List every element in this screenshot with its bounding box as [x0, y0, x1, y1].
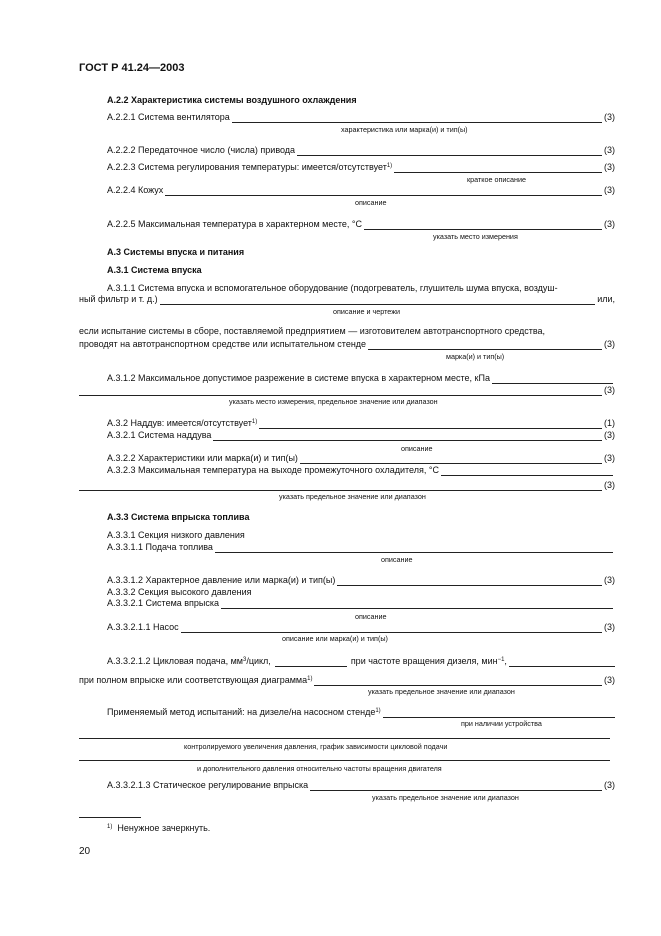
field-suffix: или, [597, 294, 615, 304]
section-title-a3: А.3 Системы впуска и питания [107, 247, 245, 257]
field-a32 [107, 418, 615, 429]
field-a33211 [107, 622, 615, 633]
note-ref: (3) [604, 780, 615, 790]
fill-line [221, 600, 613, 609]
fill-line [160, 296, 596, 305]
note-ref: (1) [604, 418, 615, 428]
fill-line [492, 375, 613, 384]
note-ref: (3) [604, 622, 615, 632]
section-title-a33: А.3.3 Система впрыска топлива [107, 512, 250, 522]
field-a321 [107, 430, 615, 441]
caption: описание и чертежи [333, 307, 401, 316]
section-title-a31: А.3.1 Система впуска [107, 265, 202, 275]
caption: при наличии устройства [461, 719, 542, 728]
field-label: А.3.2.2 Характеристики или марка(и) и тип(ы) [107, 453, 298, 463]
note-ref: (3) [604, 675, 615, 685]
field-label: А.3.2 Наддув: имеется/отсутствует$^{1)}$ [107, 418, 258, 428]
note-ref: (3) [604, 145, 615, 155]
fill-line [441, 467, 613, 476]
caption: описание или марка(и) и тип(ы) [282, 634, 388, 643]
fill-line [314, 677, 602, 686]
caption: указать место измерения, предельное значение или диапазон [229, 397, 438, 406]
caption: описание [381, 555, 413, 564]
fill-line [79, 752, 610, 761]
paragraph-line: если испытание системы в сборе, поставляемой предприятием — изготовителем автотранспортного средства, [79, 326, 546, 336]
field-label: А.3.3.2.1 Система впрыска [107, 598, 220, 608]
field-label: ный фильтр и т. д.) [79, 294, 158, 304]
section-title-a22: А.2.2 Характеристика системы воздушного охлаждения [107, 95, 357, 105]
caption: и дополнительного давления относительно частоты вращения двигателя [197, 764, 442, 773]
fill-line [509, 658, 615, 667]
footnote-separator [79, 817, 141, 818]
field-a2225 [107, 219, 615, 230]
field-a2223 [107, 162, 615, 173]
fill-line [181, 624, 602, 633]
note-ref: (3) [604, 430, 615, 440]
fill-line [394, 164, 602, 173]
field-label: А.3.3.2.1.1 Насос [107, 622, 179, 632]
fill-line [310, 782, 602, 791]
footnote-mark: 1) [107, 824, 113, 830]
field-test-method-cont2 [79, 752, 610, 761]
field-a2224 [107, 185, 615, 196]
fill-line [259, 420, 602, 429]
fill-line [79, 482, 602, 491]
field-a3311 [79, 294, 615, 305]
field-label: А.3.3.1.2 Характерное давление или марка(и) и тип(ы) [107, 575, 336, 585]
note-ref: (3) [604, 162, 615, 172]
field-label: А.3.2.3 Максимальная температура на выходе промежуточного охладителя, °С [107, 465, 439, 475]
caption: марка(и) и тип(ы) [446, 352, 505, 361]
field-label: Применяемый метод испытаний: на дизеле/на насосном стенде$^{1)}$ [107, 707, 381, 717]
fill-line [368, 341, 602, 350]
fill-line [364, 221, 602, 230]
note-ref: (3) [604, 453, 615, 463]
field-a3321 [107, 598, 615, 609]
paragraph-line: А.3.1.1 Система впуска и вспомогательное оборудование (подогреватель, глушитель шума впуска, воздуш- [107, 283, 558, 293]
field-label: при частоте вращения дизеля, мин$^{-1}$, [350, 656, 507, 666]
note-ref: (3) [604, 219, 615, 229]
field-a322 [107, 453, 615, 464]
fill-line [275, 658, 347, 667]
fill-line [300, 455, 602, 464]
fill-line [79, 730, 610, 739]
field-a2222 [107, 145, 615, 156]
field-label: А.3.3.2.1.2 Цикловая подача, $мм^3$/цикл, [107, 656, 271, 666]
field-label: А.2.2.4 Кожух [107, 185, 164, 195]
field-label: А.2.2.3 Система регулирования температуры: имеется/отсутствует$^{1)}$ [107, 162, 393, 172]
field-a3312 [107, 575, 615, 586]
caption: краткое описание [467, 175, 526, 184]
caption: указать предельное значение или диапазон [368, 687, 515, 696]
fill-line [79, 387, 602, 396]
caption: характеристика или марка(и) и тип(ы) [341, 125, 468, 134]
fill-line [337, 577, 602, 586]
footnote-text: Ненужное зачеркнуть. [117, 823, 211, 833]
field-test-method-cont1 [79, 730, 610, 739]
fill-line [213, 432, 602, 441]
caption: указать предельное значение или диапазон [279, 492, 426, 501]
caption: указать предельное значение или диапазон [372, 793, 519, 802]
standard-header: ГОСТ Р 41.24—2003 [79, 62, 185, 74]
footnote [107, 823, 210, 834]
fill-line [297, 147, 602, 156]
field-a323-cont [79, 480, 615, 491]
field-label: А.3.3.2.1.3 Статическое регулирование впрыска [107, 780, 309, 790]
note-ref: (3) [604, 480, 615, 490]
field-label: А.3.1.2 Максимальное допустимое разрежение в системе впуска в характерном месте, кПа [107, 373, 490, 383]
field-label: проводят на автотранспортном средстве или испытательном стенде [79, 339, 367, 349]
note-ref: (3) [604, 575, 615, 585]
caption: описание [355, 612, 387, 621]
caption: описание [355, 198, 387, 207]
note-ref: (3) [604, 339, 615, 349]
field-label: при полном впрыске или соответствующая диаграмма$^{1)}$ [79, 675, 313, 685]
field-a3311-brand [79, 339, 615, 350]
field-a323 [107, 465, 615, 476]
field-label: А.2.2.2 Передаточное число (числа) привода [107, 145, 296, 155]
note-ref: (3) [604, 112, 615, 122]
field-label: А.2.2.5 Максимальная температура в характерном месте, °С [107, 219, 362, 229]
field-label: А.3.2.1 Система наддува [107, 430, 212, 440]
field-a312-cont [79, 385, 615, 396]
caption: указать место измерения [433, 232, 518, 241]
fill-line [232, 114, 602, 123]
field-test-method [107, 707, 615, 718]
field-a3311-supply [107, 542, 615, 553]
note-ref: (3) [604, 385, 615, 395]
subsection-label: А.3.3.1 Секция низкого давления [107, 530, 245, 540]
field-a33212-diagram [79, 675, 615, 686]
fill-line [165, 187, 602, 196]
field-a2221 [107, 112, 615, 123]
field-a312 [107, 373, 615, 384]
note-ref: (3) [604, 185, 615, 195]
caption: контролируемого увеличения давления, график зависимости цикловой подачи [184, 742, 448, 751]
field-label: А.2.2.1 Система вентилятора [107, 112, 230, 122]
field-a33212 [107, 656, 615, 667]
page-number: 20 [79, 846, 91, 857]
subsection-label: А.3.3.2 Секция высокого давления [107, 587, 252, 597]
field-a33213 [107, 780, 615, 791]
fill-line [215, 544, 613, 553]
field-label: А.3.3.1.1 Подача топлива [107, 542, 213, 552]
fill-line [383, 709, 615, 718]
caption: описание [401, 444, 433, 453]
